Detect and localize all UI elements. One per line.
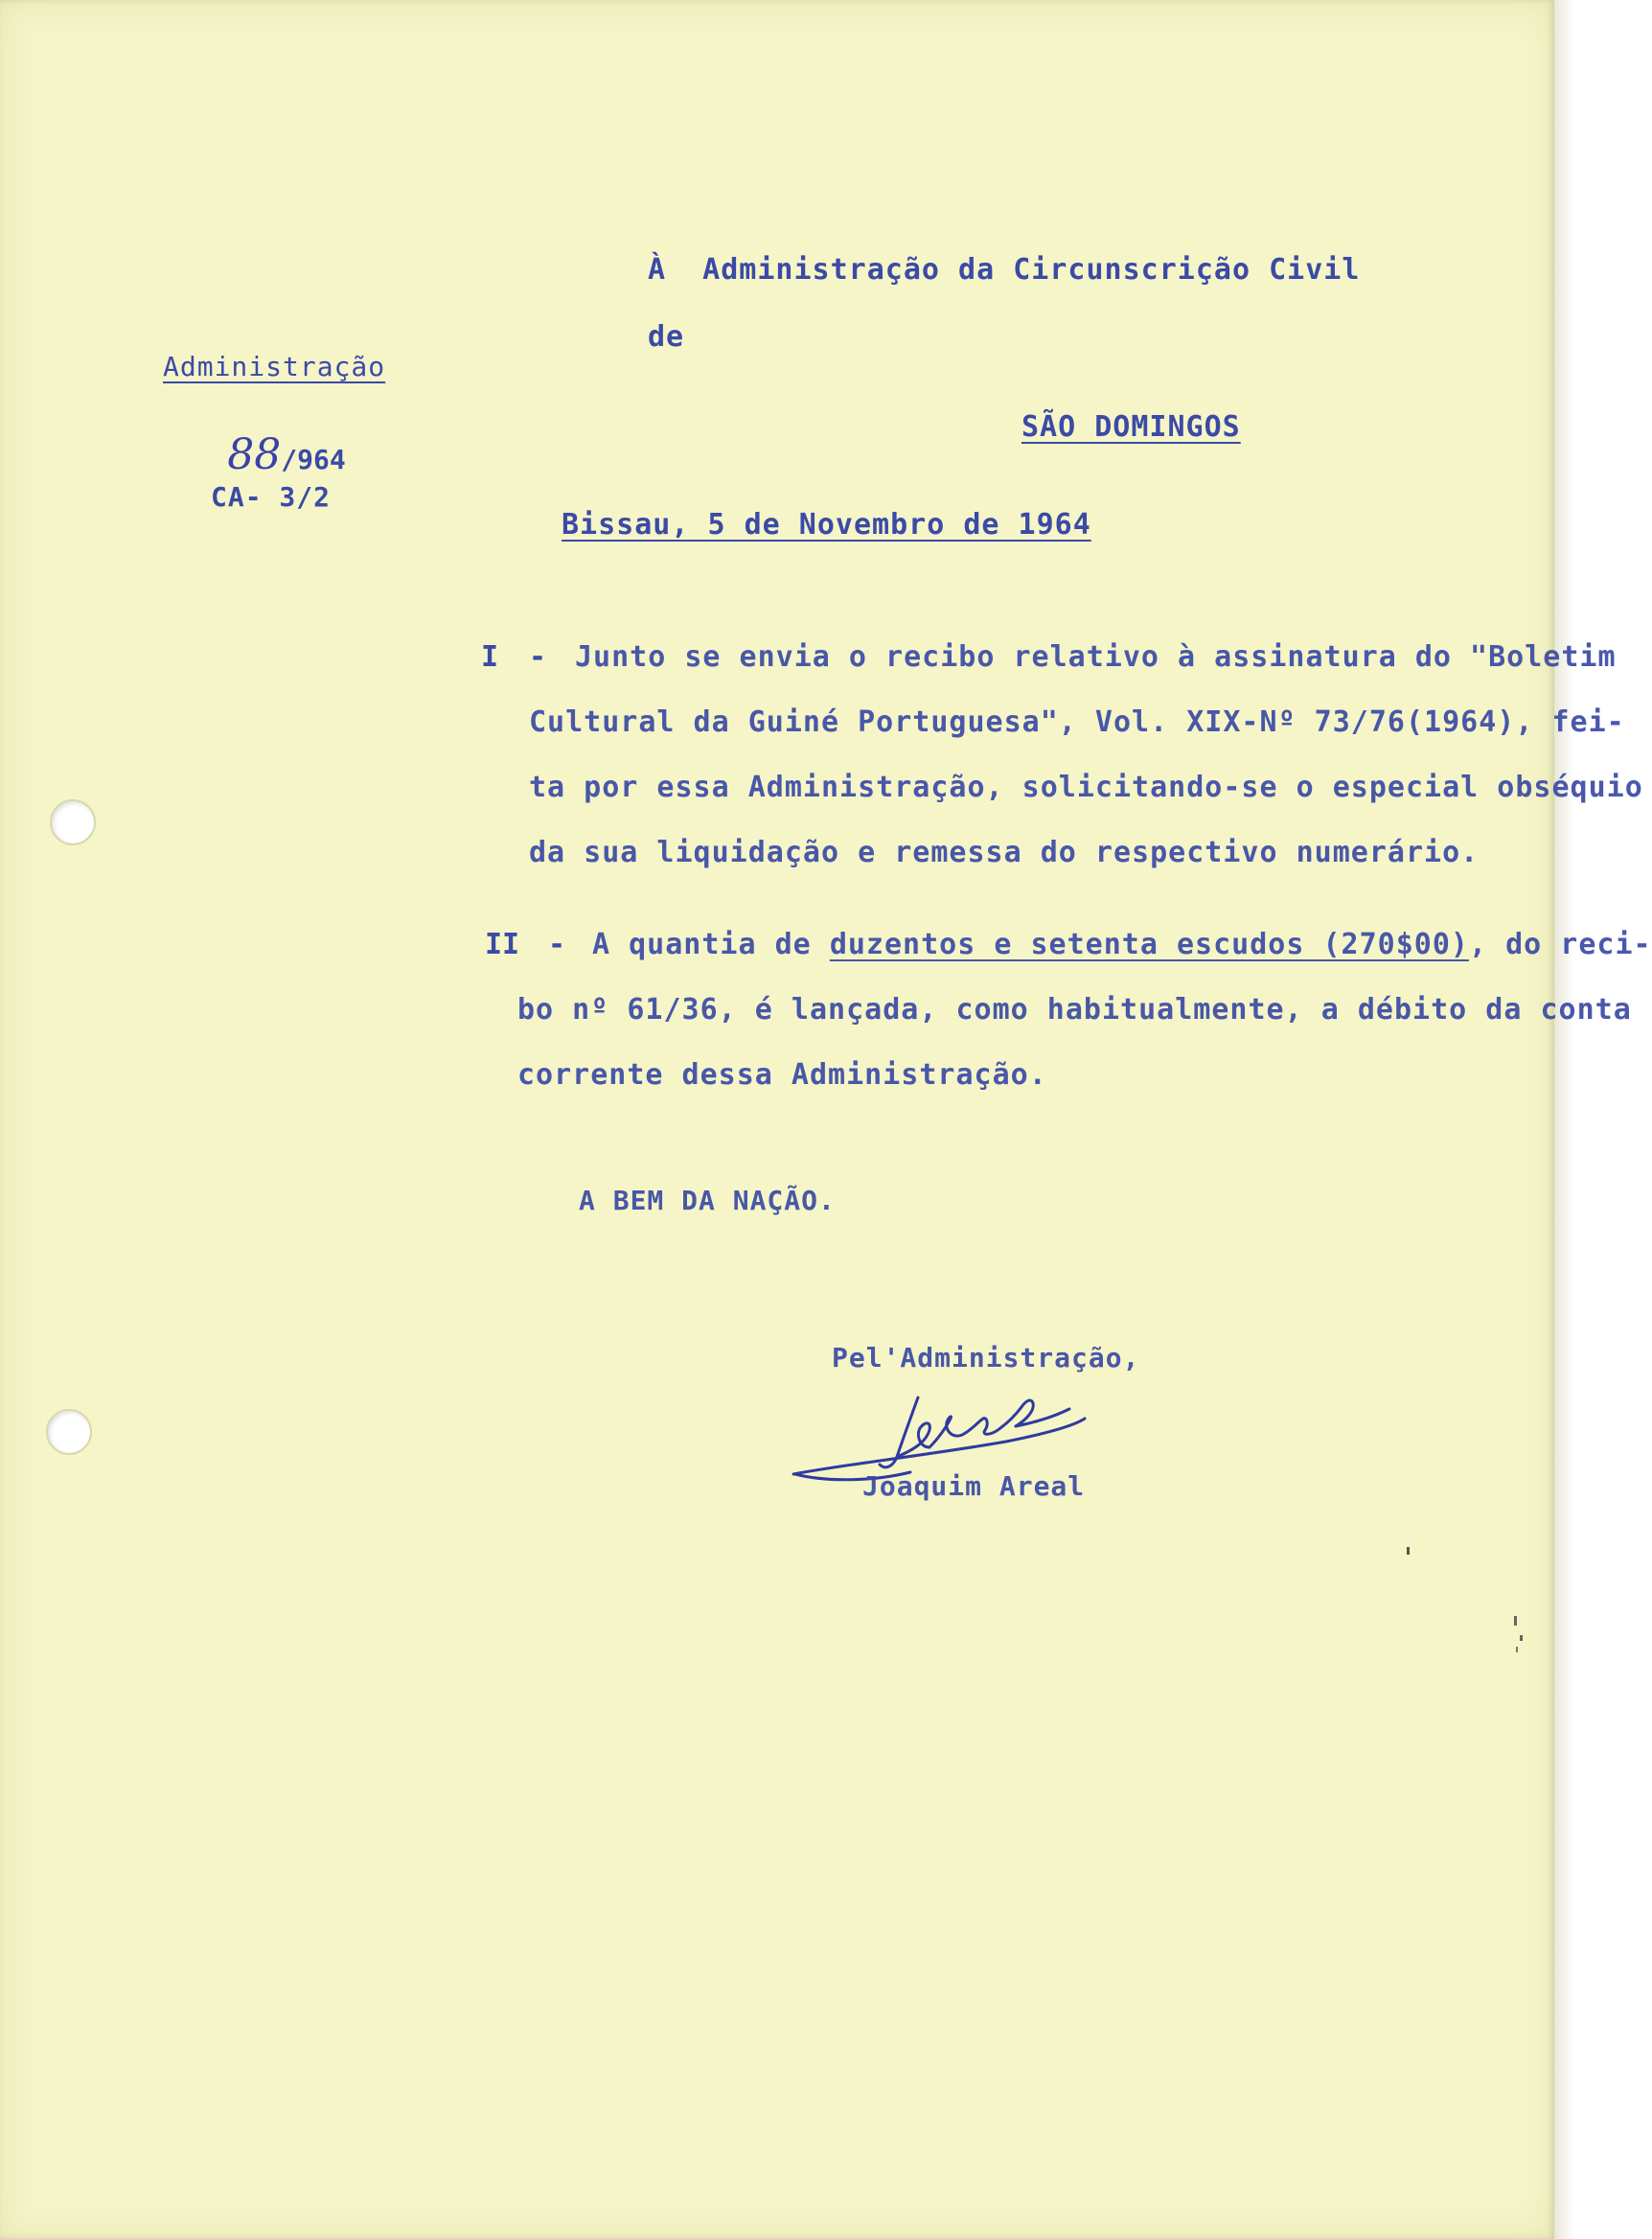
stray-mark xyxy=(1407,1547,1410,1555)
paragraph-2-amount: duzentos e setenta escudos (270$00) xyxy=(829,928,1469,961)
paragraph-1-dash: - xyxy=(529,640,547,674)
paragraph-2-text: , do reci- xyxy=(1468,928,1652,961)
page-edge xyxy=(1554,0,1574,2239)
paragraph-1-line: Junto se envia o recibo relativo à assinatura do "Boletim xyxy=(575,640,1617,674)
reference-number xyxy=(209,412,346,479)
paragraph-2-first-line xyxy=(592,928,1652,961)
punch-hole-bottom xyxy=(46,1409,92,1455)
paragraph-1-line: da sua liquidação e remessa do respectivo numerário. xyxy=(529,836,1480,869)
paragraph-1-line: Cultural da Guiné Portuguesa", Vol. XIX-Nº 73/76(1964), fei- xyxy=(529,705,1625,739)
signature-name: Joaquim Areal xyxy=(862,1470,1086,1502)
reference-number-handwritten: 88 xyxy=(227,430,282,479)
paragraph-2-line: bo nº 61/36, é lançada, como habitualmente, a débito da conta xyxy=(517,993,1632,1027)
recipient-line-1: À Administração da Circunscrição Civil xyxy=(648,253,1361,287)
stray-mark xyxy=(1520,1635,1523,1641)
paragraph-2-number: II xyxy=(485,928,520,961)
paragraph-1-number: I xyxy=(481,640,499,674)
recipient-place: SÃO DOMINGOS xyxy=(1021,410,1241,444)
punch-hole-top xyxy=(50,799,96,845)
stray-mark xyxy=(1516,1647,1518,1652)
signature-on-behalf: Pel'Administração, xyxy=(832,1342,1140,1373)
reference-department: Administração xyxy=(163,351,386,382)
recipient-line-2: de xyxy=(648,320,685,354)
reference-code: CA- 3/2 xyxy=(211,481,332,513)
stray-mark xyxy=(1514,1616,1517,1626)
paragraph-1-line: ta por essa Administração, solicitando-se o especial obséquio xyxy=(529,771,1643,804)
paragraph-2-text: A quantia de xyxy=(592,928,830,961)
closing-formula: A BEM DA NAÇÃO. xyxy=(579,1185,836,1216)
paragraph-2-dash: - xyxy=(548,928,566,961)
reference-year: /964 xyxy=(281,444,346,475)
paragraph-2-line: corrente dessa Administração. xyxy=(517,1058,1047,1092)
date-line: Bissau, 5 de Novembro de 1964 xyxy=(562,508,1091,542)
